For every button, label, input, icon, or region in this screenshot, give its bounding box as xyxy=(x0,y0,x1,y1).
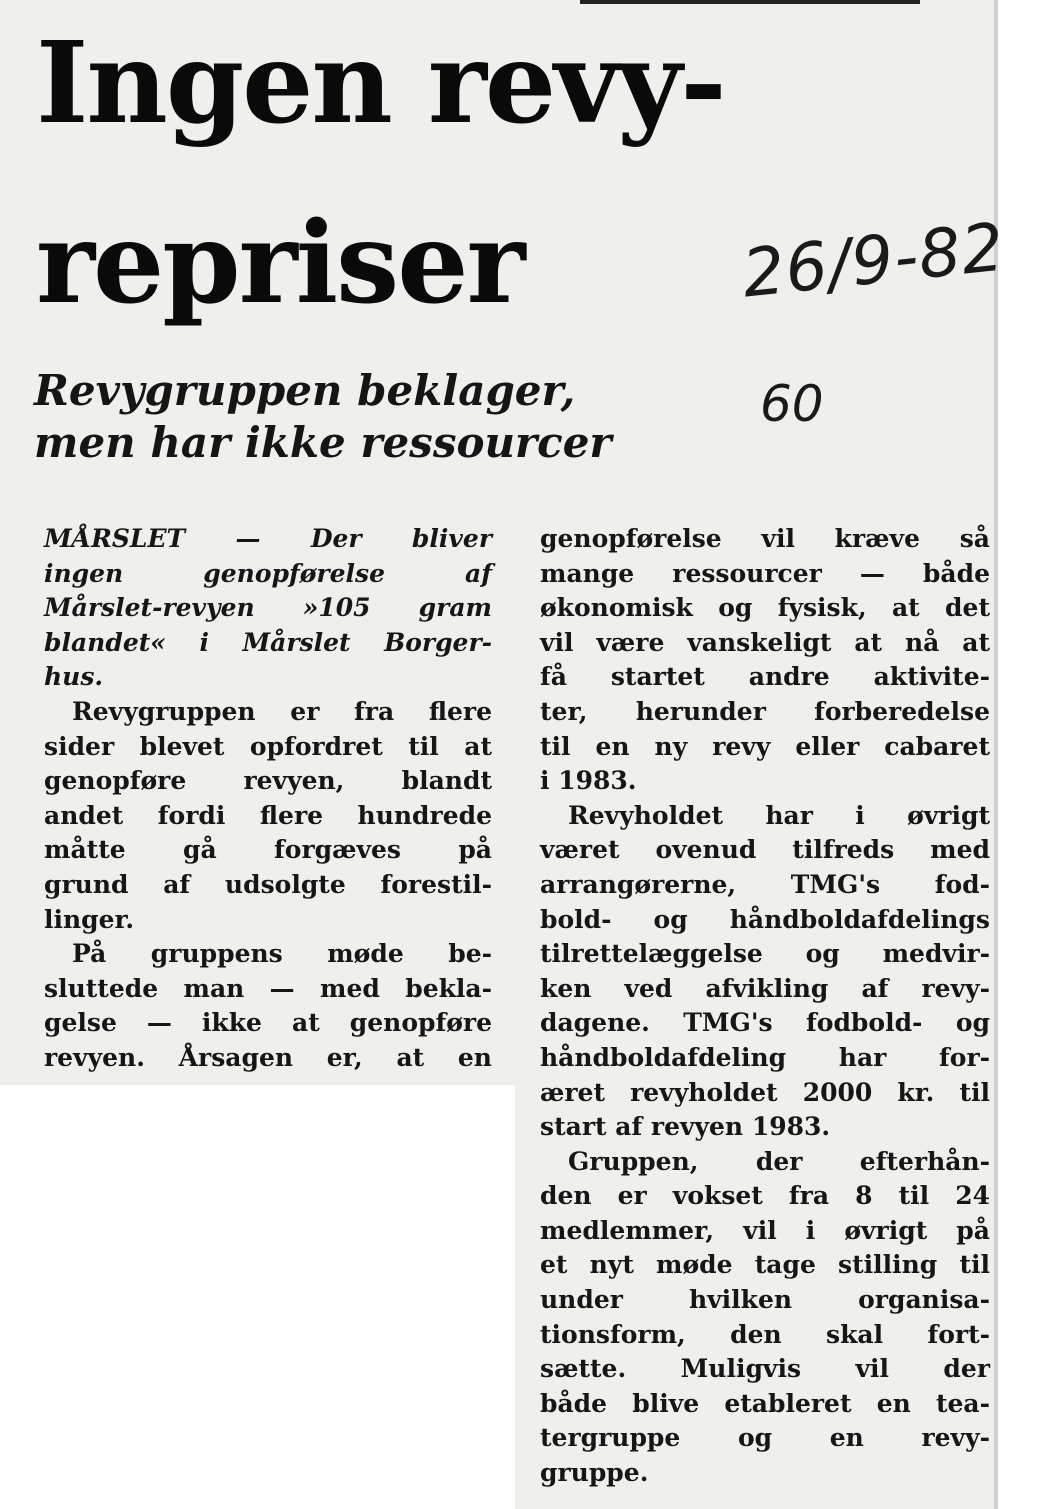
column1-line: gelse — ikke at genopføre xyxy=(44,1008,492,1038)
column2-line: under hvilken organisa- xyxy=(540,1285,990,1315)
column2-line: ken ved afvikling af revy- xyxy=(540,973,990,1003)
column2-line: den er vokset fra 8 til 24 xyxy=(540,1181,990,1211)
handwritten-date: 26/9-82 xyxy=(738,208,1009,313)
column2-line: tilrettelæggelse og medvir- xyxy=(540,939,990,969)
column1-line: revyen. Årsagen er, at en xyxy=(44,1042,492,1072)
column2-line: Revyholdet har i øvrigt xyxy=(568,800,990,830)
article-column-2 xyxy=(540,522,990,1491)
column1-line: sider blevet opfordret til at xyxy=(44,731,492,761)
column2-line: både blive etableret en tea- xyxy=(540,1388,990,1418)
subheadline xyxy=(34,365,612,469)
column2-line: medlemmer, vil i øvrigt på xyxy=(540,1215,990,1245)
column1-line: andet fordi flere hundrede xyxy=(44,800,492,830)
column2-line: æret revyholdet 2000 kr. til xyxy=(540,1077,990,1107)
article-column-1 xyxy=(44,522,492,1076)
column2-line: arrangørerne, TMG's fod- xyxy=(540,869,990,899)
subheadline-line-1: Revygruppen beklager, xyxy=(34,366,576,415)
column1-line: måtte gå forgæves på xyxy=(44,835,492,865)
column2-line: vil være vanskeligt at nå at xyxy=(540,627,990,657)
headline-line-2: repriser xyxy=(36,198,524,329)
column1-line: Revygruppen er fra flere xyxy=(72,696,492,726)
handwritten-number: 60 xyxy=(760,375,824,433)
column1-line: MÅRSLET — Der bliver xyxy=(44,524,492,553)
column2-line: Gruppen, der efterhån- xyxy=(568,1146,990,1176)
column1-line: blandet« i Mårslet Borger- xyxy=(44,627,492,657)
column1-line: genopføre revyen, blandt xyxy=(44,766,492,796)
column1-line: linger. xyxy=(44,904,135,934)
column2-line: økonomisk og fysisk, at det xyxy=(540,593,990,623)
column2-line: gruppe. xyxy=(540,1458,649,1488)
top-rule xyxy=(580,0,920,4)
column2-line: været ovenud tilfreds med xyxy=(540,835,990,865)
column1-line: grund af udsolgte forestil- xyxy=(44,869,492,899)
column1-line: På gruppens møde be- xyxy=(72,939,492,969)
column2-line: mange ressourcer — både xyxy=(540,558,990,588)
column2-line: bold- og håndboldafdelings xyxy=(540,904,990,934)
column1-line: ingen genopførelse af xyxy=(44,558,492,588)
column2-line: genopførelse vil kræve så xyxy=(540,524,990,553)
column1-line: sluttede man — med bekla- xyxy=(44,973,492,1003)
column2-line: tionsform, den skal fort- xyxy=(540,1319,990,1349)
column2-line: håndboldafdeling har for- xyxy=(540,1042,990,1072)
column2-line: sætte. Muligvis vil der xyxy=(540,1354,990,1384)
column2-line: tergruppe og en revy- xyxy=(540,1423,990,1453)
column1-line: Mårslet-revyen »105 gram xyxy=(44,593,492,623)
column2-line: start af revyen 1983. xyxy=(540,1112,831,1142)
column2-line: ter, herunder forberedelse xyxy=(540,696,990,726)
column2-line: dagene. TMG's fodbold- og xyxy=(540,1008,990,1038)
column2-line: et nyt møde tage stilling til xyxy=(540,1250,990,1280)
column2-line: få startet andre aktivite- xyxy=(540,662,990,692)
subheadline-line-2: men har ikke ressourcer xyxy=(34,418,612,467)
column1-line: hus. xyxy=(44,662,104,692)
column2-line: til en ny revy eller cabaret xyxy=(540,731,990,761)
headline-line-1: Ingen revy- xyxy=(36,18,725,149)
column2-line: i 1983. xyxy=(540,766,637,796)
